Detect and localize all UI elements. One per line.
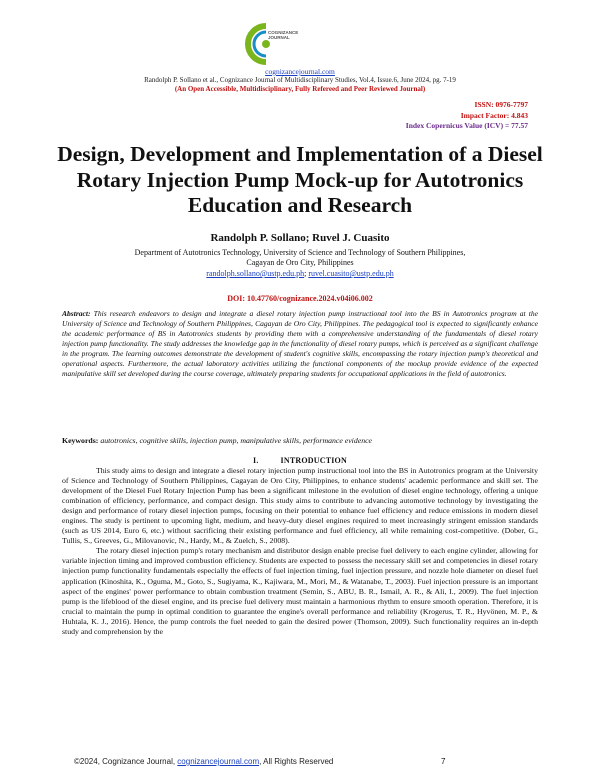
logo-text-line1: COGNIZANCE <box>268 30 299 35</box>
paper-title: Design, Development and Implementation of a Diesel Rotary Injection Pump Mock-up for Autotronics Education and Research <box>57 142 543 217</box>
journal-metrics <box>406 100 528 132</box>
impact-factor: Impact Factor: 4.843 <box>460 110 528 120</box>
introduction-body <box>62 466 538 637</box>
affiliation-line1: Department of Autotronics Technology, University of Science and Technology of Southern Philippines, <box>134 248 466 257</box>
affiliation <box>80 248 520 268</box>
abstract-text: This research endeavors to design and integrate a diesel rotary injection pump instructional tool into the BS in Autotronics program at the University of Science and Technology of Southern Philippines, Cagayan de Oro City, Philippines. The pedagogical tool is expected to significantly enhance the academic performance of BS in Autotronics students by providing them with a comprehensive understanding of the fundamentals of diesel rotary injection pump functionality. The study addresses the knowledge gap in the functionality of diesel rotary pumps, which is perceived as a significant challenge in the program. The learning outcomes demonstrate the development of student's cognitive skills, encompassing the rotary injection pump's theoretical and operational aspects. Furthermore, the actual laboratory activities utilizing the functional components of the mockup provide evidence of the expected manipulative skill set developed during the course coverage, ultimately preparing students for occupational applications in the field of autotronics. <box>62 309 538 379</box>
icv-value: Index Copernicus Value (ICV) = 77.57 <box>405 121 528 130</box>
email-link-1[interactable]: randolph.sollano@ustp.edu.ph <box>206 269 305 278</box>
journal-url-link[interactable]: cognizancejournal.com <box>265 67 335 76</box>
keywords-label: Keywords: <box>62 436 99 445</box>
section-title: INTRODUCTION <box>280 456 347 465</box>
authors: Randolph P. Sollano; Ruvel J. Cuasito <box>210 232 390 244</box>
paragraph-1: This study aims to design and integrate a diesel rotary injection pump instructional tool into the BS in Autotronics program at the University of Science and Technology of Southern Philippines, Cagayan de Oro City, Philippines, to enhance students' academic performance and skill set. The development of the Diesel Fuel Rotary Injection Pump has been a significant milestone in the evolution of diesel engine technology, offering a unique combination of efficiency, performance, and compact design. This study aims to contribute to advancing automotive technology by investigating the design and performance of rotary diesel injection pumps, focusing on their potential to enhance fuel efficiency and reduce emissions in modern diesel engines. The study is pertinent to upcoming light, medium, and heavy-duty diesel engines required to meet increasingly stringent emission standards (such as US 2014, Euro 6, etc.) without sacrificing their existing performance and fuel efficiency, all while remaining cost-competitive. (Dober, G., Tullis, S., Greeves, G., Milovanovic, N., Hardy, M., & Zuelch, S., 2008). <box>62 466 538 546</box>
paragraph-2: The rotary diesel injection pump's rotary mechanism and distributor design enable precise fuel delivery to each engine cylinder, allowing for variable injection timing and improved combustion efficiency. Students are expected to possess the necessary skill set and competencies in diesel rotary injection pump functionality fundamentals especially the effects of fuel injection timing, fuel injection pressure, and nozzle hole diameter on diesel fuel application (Kinoshita, K., Oguma, M., Goto, S., Sugiyama, K., Kajiwara, M., Mori, M., & Watanabe, T., 2003). Fuel injection pressure is an important aspect of the engines' power performance to obtain combustion treatment (Semin, S., ABU, B. R., Ismail, A. R., & Ali, I., 2009). The fuel injection pump is the lifeblood of the diesel engine, and its precise fuel delivery must maintain a harmonious rhythm to ensure smooth operation. Therefore, it is crucial to maintain the pump in optimal condition to guarantee the engine's overall performance and reliability (Krogerus, T. R., Hyvönen, M. P., & Huhtala, K. J., 2016). Hence, the pump controls the fuel needed to gain the desired power (Thomson, 2009). Such functionality requires an in-depth study and comprehension by the <box>62 546 538 636</box>
page-number: 7 <box>441 757 446 766</box>
keywords <box>62 436 538 445</box>
email-link-2[interactable]: ruvel.cuasito@ustp.edu.ph <box>308 269 394 278</box>
open-access-note: (An Open Accessible, Multidisciplinary, Fully Refereed and Peer Reviewed Journal) <box>174 85 426 93</box>
email-separator: ; <box>304 269 309 278</box>
affiliation-line2: Cagayan de Oro City, Philippines <box>246 258 354 267</box>
footer-prefix: ©2024, Cognizance Journal, <box>74 757 178 766</box>
author-emails <box>0 269 600 278</box>
citation-line: Randolph P. Sollano et al., Cognizance Journal of Multidisciplinary Studies, Vol.4, Issue.6, June 2024, pg. 7-19 <box>144 76 456 84</box>
section-number: I. <box>253 456 259 465</box>
cognizance-logo-icon <box>236 22 298 66</box>
issn: ISSN: 0976-7797 <box>474 100 528 109</box>
page-footer <box>74 757 454 766</box>
abstract-label: Abstract: <box>62 309 91 318</box>
section-heading-introduction <box>0 456 600 465</box>
logo-text-line2: JOURNAL <box>268 35 290 40</box>
keywords-text: autotronics, cognitive skills, injection pump, manipulative skills, performance evidence <box>100 436 373 445</box>
abstract <box>62 309 538 379</box>
logo-text <box>268 30 298 40</box>
footer-link[interactable]: cognizancejournal.com <box>177 757 260 766</box>
footer-suffix: , All Rights Reserved <box>259 757 334 766</box>
doi: DOI: 10.47760/cognizance.2024.v04i06.002 <box>227 294 373 303</box>
